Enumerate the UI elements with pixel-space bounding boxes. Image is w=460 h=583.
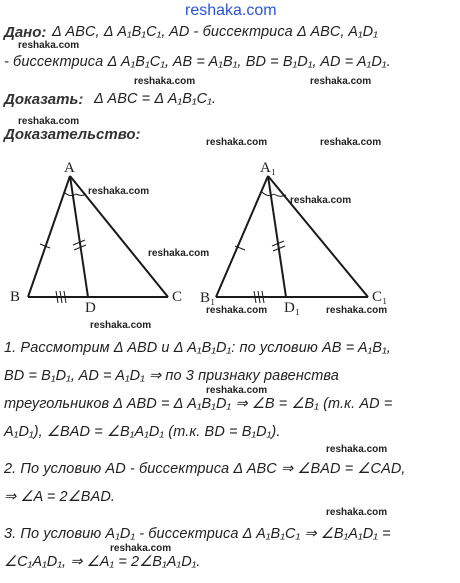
watermark: reshaka.com — [88, 186, 150, 197]
watermark: reshaka.com — [320, 137, 382, 148]
angle-arc-a — [64, 192, 76, 196]
angle-arc-a1 — [262, 192, 274, 196]
step-3-line-1: 3. По условию A₁D₁ - биссектриса Δ A₁B₁C₁ ⇒ ∠B₁A₁D₁ = — [4, 526, 391, 542]
watermark: reshaka.com — [206, 305, 268, 316]
proof-label: Доказательство: — [4, 126, 141, 143]
side-ab — [28, 176, 70, 297]
watermark: reshaka.com — [90, 320, 152, 331]
watermark: reshaka.com — [110, 543, 172, 554]
watermark: reshaka.com — [326, 507, 388, 518]
prove-label: Доказать: — [4, 91, 84, 108]
step-2-line-2: ⇒ ∠A = 2∠BAD. — [4, 489, 116, 505]
side-a1b1 — [216, 176, 268, 297]
watermark: reshaka.com — [290, 195, 352, 206]
prove-text: Δ ABC = Δ A₁B₁C₁. — [94, 91, 217, 107]
vertex-b1: B₁ — [200, 290, 216, 306]
watermark: reshaka.com — [148, 248, 210, 259]
watermark: reshaka.com — [206, 385, 268, 396]
watermark: reshaka.com — [206, 137, 268, 148]
given-label: Дано: — [4, 24, 47, 41]
watermark: reshaka.com — [310, 76, 372, 87]
given-line-2: - биссектриса Δ A₁B₁C₁, AB = A₁B₁, BD = B₁D₁, AD = A₁D₁. — [4, 54, 391, 70]
vertex-d1: D₁ — [284, 300, 301, 316]
step-1-line-2: BD = B₁D₁, AD = A₁D₁ ⇒ по 3 признаку равенства — [4, 368, 339, 384]
watermark: reshaka.com — [134, 76, 196, 87]
given-line-1: Δ ABC, Δ A₁B₁C₁, AD - биссектриса Δ ABC, A₁D₁ — [52, 24, 378, 40]
vertex-d: D — [85, 300, 96, 316]
watermark: reshaka.com — [326, 444, 388, 455]
step-1-line-4: A₁D₁), ∠BAD = ∠B₁A₁D₁ (т.к. BD = B₁D₁). — [4, 424, 281, 440]
vertex-b: B — [10, 289, 21, 305]
vertex-c1: C₁ — [372, 289, 388, 305]
step-3-line-2: ∠C₁A₁D₁, ⇒ ∠A₁ = 2∠B₁A₁D₁. — [4, 554, 201, 570]
vertex-a1: A₁ — [260, 160, 277, 176]
watermark: reshaka.com — [18, 40, 80, 51]
vertex-a: A — [64, 160, 75, 176]
step-2-line-1: 2. По условию AD - биссектриса Δ ABC ⇒ ∠BAD = ∠CAD, — [4, 461, 406, 477]
step-1-line-3: треугольников Δ ABD = Δ A₁B₁D₁ ⇒ ∠B = ∠B₁ (т.к. AD = — [4, 396, 393, 412]
watermark: reshaka.com — [326, 305, 388, 316]
watermark: reshaka.com — [18, 116, 80, 127]
vertex-c: C — [172, 289, 183, 305]
step-1-line-1: 1. Рассмотрим Δ ABD и Δ A₁B₁D₁: по условию AB = A₁B₁, — [4, 340, 391, 356]
site-logo[interactable]: reshaka.com — [185, 2, 277, 19]
